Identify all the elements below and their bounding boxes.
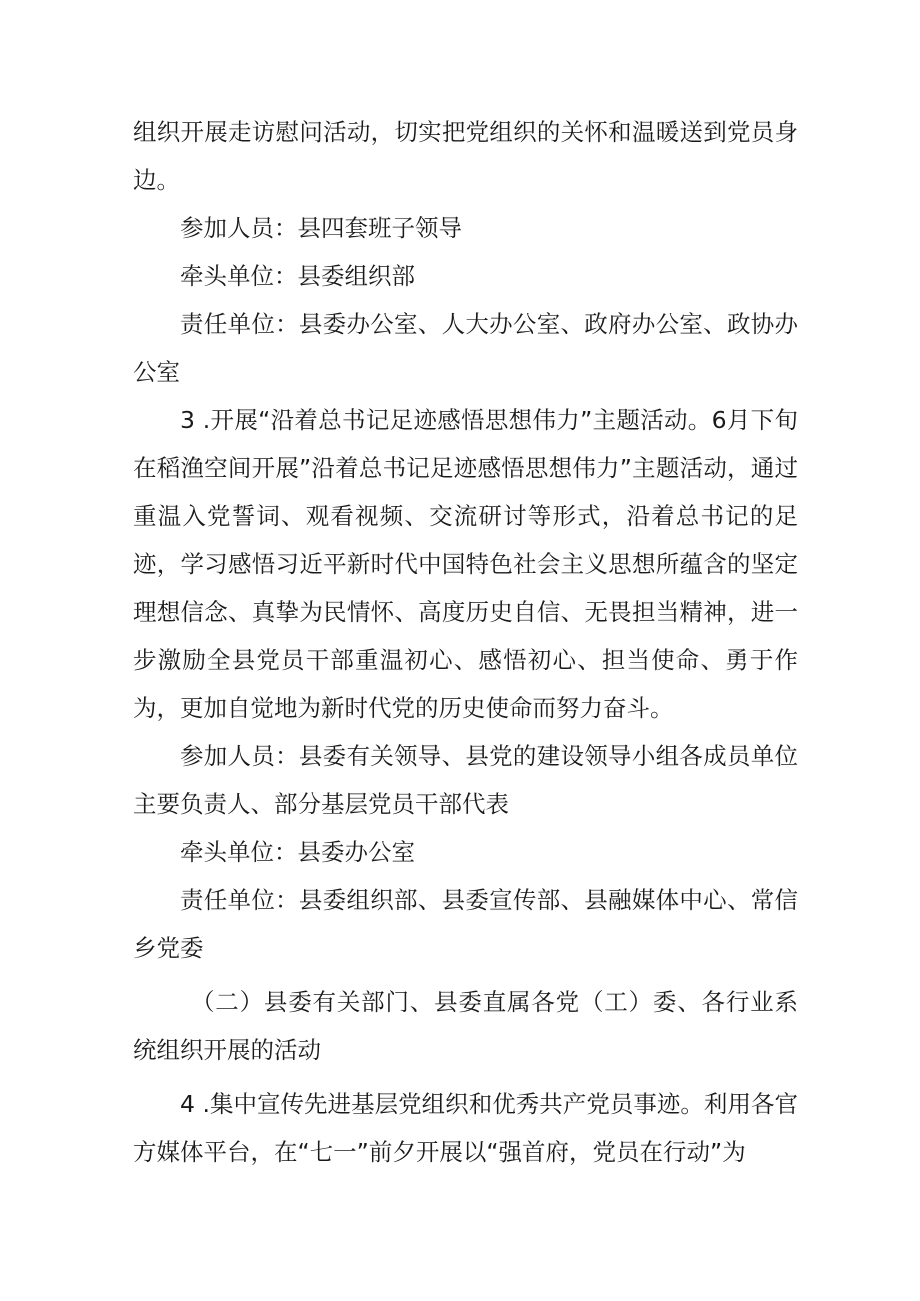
participants-line: 参加人员：县四套班子领导 (180, 214, 462, 242)
section-heading-2: （二）县委有关部门、县委直属各党（工）委、各行业系统组织开展的活动 (133, 988, 798, 1064)
lead-unit-line: 牵头单位：县委办公室 (180, 838, 415, 866)
lead-unit-line: 牵头单位：县委组织部 (180, 262, 415, 290)
participants-line: 参加人员：县委有关领导、县党的建设领导小组各成员单位主要负责人、部分基层党员干部代表 (133, 742, 798, 818)
responsible-units-line: 责任单位：县委办公室、人大办公室、政府办公室、政协办公室 (133, 310, 798, 386)
item-4-paragraph: 4 .集中宣传先进基层党组织和优秀共产党员事迹。利用各官方媒体平台，在“七一”前夕开展以“强首府，党员在行动”为 (133, 1090, 798, 1166)
item-3-paragraph: 3 .开展“沿着总书记足迹感悟思想伟力”主题活动。6月下旬在稻渔空间开展”沿着总书记足迹感悟思想伟力”主题活动，通过重温入党誓词、观看视频、交流研讨等形式，沿着总书记的足迹，学习感悟习近平新时代中国特色社会主义思想所蕴含的坚定理想信念、真挚为民情怀、高度历史自信、无畏担当精神，进一步激励全县党员干部重温初心、感悟初心、担当使命、勇于作为，更加自觉地为新时代党的历史使命而努力奋斗。 (133, 406, 798, 722)
responsible-units-line: 责任单位：县委组织部、县委宣传部、县融媒体中心、常信乡党委 (133, 886, 798, 962)
paragraph-visit-activity: 组织开展走访慰问活动，切实把党组织的关怀和温暖送到党员身边。 (133, 118, 798, 194)
